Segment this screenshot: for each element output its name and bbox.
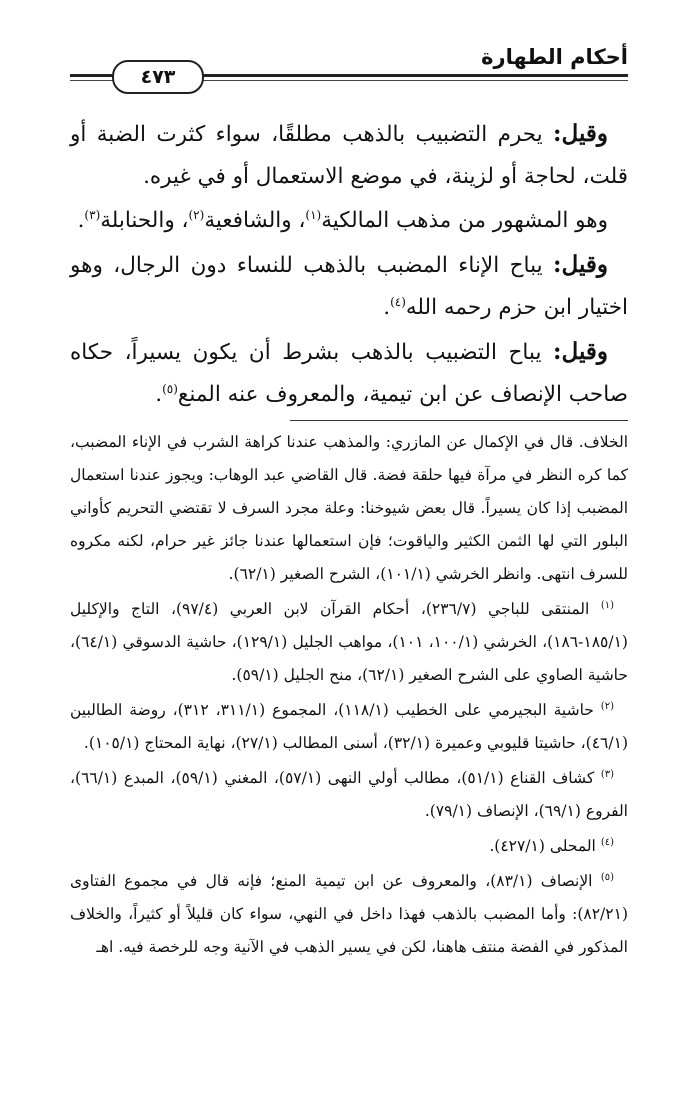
footnote-item [70,593,628,692]
lead-term: وقيل: [553,120,608,147]
footnote-text: الإنصاف (٨٣/١)، والمعروف عن ابن تيمية المنع؛ فإنه قال في مجموع الفتاوى (٨٢/٢١): وأما المضبب بالذهب فهذا داخل في النهي، سواء كان قليلاً أو كثيراً، والخلاف المذكور في الفضة منتف هاهنا، لكن في يسير الذهب في الآنية وجه للرخصة فيه. اهـ [70,872,628,956]
footnote-number: (٤) [600,836,614,848]
paragraph-text: ، والحنابلة [100,208,189,233]
running-title: أحكام الطهارة [481,45,628,69]
footnote-number: (٥) [600,871,614,883]
footnote-divider [290,420,628,421]
footnote-text: المنتقى للباجي (٢٣٦/٧)، أحكام القرآن لابن العربي (٩٧/٤)، التاج والإكليل (١٨٥/١-١٨٦)، الخرشي (١٠٠/١، ١٠١)، مواهب الجليل (١٢٩/١)، حاشية الدسوقي (٦٤/١)، حاشية الصاوي على الشرح الصغير (٦٢/١)، منح الجليل (٥٩/١). [70,600,628,684]
paragraph-text: وهو المشهور من مذهب المالكية [321,208,608,233]
footnote-item [70,830,628,863]
footnote-ref[interactable]: (١) [305,207,322,222]
footnote-ref[interactable]: (٣) [84,207,101,222]
footnote-item [70,694,628,760]
paragraph-text: يحرم التضبيب بالذهب مطلقًا، سواء كثرت الضبة أو قلت، لحاجة أو لزينة، في موضع الاستعمال أو في غيره. [70,122,628,189]
paragraph-3 [70,244,628,329]
footnote-text: حاشية البجيرمي على الخطيب (١١٨/١)، المجموع (٣١١/١، ٣١٢)، روضة الطالبين (٤٦/١)، حاشيتا قليوبي وعميرة (٣٢/١)، أسنى المطالب (٢٧/١)، نهاية المحتاج (١٠٥/١). [70,701,628,752]
footnote-text: المحلى (٤٢٧/١). [489,837,596,855]
footnote-number: (١) [600,599,615,611]
paragraph-text: ، والشافعية [204,208,306,233]
footnote-ref[interactable]: (٤) [390,294,406,309]
footnote-item [70,762,628,828]
footnote-continuation: الخلاف. قال في الإكمال عن المازري: والمذهب عندنا كراهة الشرب في الإناء المضبب، كما كره النظر في مرآة فيها حلقة فضة. قال القاضي عبد الوهاب: ويجوز عندنا استعمال المضبب إذا كان يسيراً. قال بعض شيوخنا: وعلة مجرد السرف لا تقتضي التحريم كأواني البلور التي لها الثمن الكثير والياقوت؛ فإن استعمالها عندنا جائز غير حرام، لكنه مكروه للسرف انتهى. وانظر الخرشي (١٠١/١)، الشرح الصغير (٦٢/١). [70,433,628,583]
footnote-number: (٣) [600,768,614,780]
main-text [70,113,628,418]
footnote-text: كشاف القناع (٥١/١)، مطالب أولي النهى (٥٧/١)، المغني (٥٩/١)، المبدع (٦٦/١)، الفروع (٦٩/١)، الإنصاف (٧٩/١). [70,769,628,820]
paragraph-2 [70,200,628,242]
footnote-ref[interactable]: (٢) [188,207,205,222]
lead-term: وقيل: [553,251,608,278]
paragraph-text: . [155,382,163,407]
paragraph-4 [70,331,628,416]
paragraph-text: . [383,295,391,320]
paragraph-1 [70,113,628,198]
lead-term: وقيل: [553,338,608,365]
footnote-number: (٢) [600,700,614,712]
footnote-ref[interactable]: (٥) [162,381,178,396]
paragraph-text: . [77,208,85,233]
footnotes [70,426,628,966]
footnote-item [70,865,628,964]
paragraph-text: يباح الإناء المضبب بالذهب للنساء دون الرجال، وهو اختيار ابن حزم رحمه الله [70,253,628,320]
page-number: ٤٧٣ [112,60,204,94]
paragraph-text: يباح التضبيب بالذهب بشرط أن يكون يسيراً، حكاه صاحب الإنصاف عن ابن تيمية، والمعروف عنه المنع [70,340,628,407]
